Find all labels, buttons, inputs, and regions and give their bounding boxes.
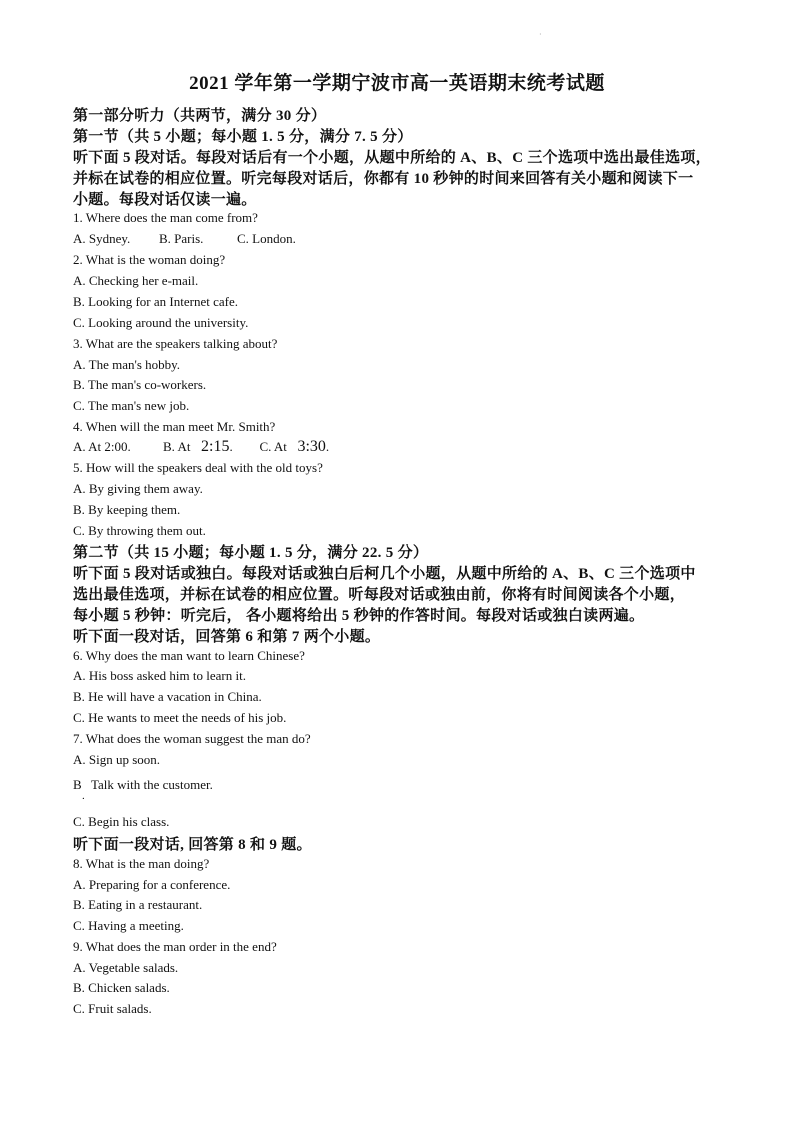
option-a: A. Preparing for a conference.: [73, 877, 231, 892]
question-4-options: [73, 438, 329, 456]
part1-heading: 第一部分听力（共两节，满分 30 分）: [73, 108, 327, 124]
dialogue-intro-8-9: 听下面一段对话, 回答第 8 和 9 题。: [73, 837, 312, 853]
option-b: [73, 777, 213, 793]
option-a: A. Vegetable salads.: [73, 960, 179, 975]
section1-heading: 第一节（共 5 小题；每小题 1. 5 分，满分 7. 5 分）: [73, 129, 413, 145]
question-6: 6. Why does the man want to learn Chinese?: [73, 648, 305, 663]
question-5: 5. How will the speakers deal with the old toys?: [73, 460, 323, 475]
option-c-period: .: [325, 439, 330, 454]
section2-heading: 第二节（共 15 小题；每小题 1. 5 分，满分 22. 5 分）: [73, 545, 429, 561]
question-1: 1. Where does the man come from?: [73, 210, 258, 225]
question-4: 4. When will the man meet Mr. Smith?: [73, 419, 276, 434]
option-b: B. The man's co-workers.: [73, 377, 207, 392]
option-c-time: 3:30: [297, 438, 326, 455]
page-title: 2021 学年第一学期宁波市高一英语期末统考试题: [189, 73, 605, 94]
option-c: C. He wants to meet the needs of his job.: [73, 710, 287, 725]
option-c: C. At: [259, 439, 287, 454]
option-b-dot: .: [82, 790, 85, 802]
question-9: 9. What does the man order in the end?: [73, 939, 277, 954]
option-b: B. He will have a vacation in China.: [73, 689, 262, 704]
option-c: C. The man's new job.: [73, 398, 190, 413]
option-b-letter: B: [73, 777, 82, 792]
question-3: 3. What are the speakers talking about?: [73, 336, 278, 351]
option-b: B. Paris.: [159, 231, 204, 246]
option-b-period: .: [229, 439, 233, 454]
option-a: A. By giving them away.: [73, 481, 203, 496]
option-b-time: 2:15: [201, 438, 230, 455]
corner-mark: ·: [539, 30, 542, 39]
option-b: B. Eating in a restaurant.: [73, 897, 203, 912]
option-a: A. Checking her e-mail.: [73, 273, 199, 288]
section2-instruction-line: 选出最佳选项，并标在试卷的相应位置。听每段对话或独由前，你将有时间阅读各个小题，: [73, 587, 686, 603]
dialogue-intro-6-7: 听下面一段对话，回答第 6 和第 7 两个小题。: [73, 629, 381, 645]
section2-instruction-line: 每小题 5 秒钟：听完后， 各小题将给出 5 秒钟的作答时间。每段对话或独白读两遍。: [73, 608, 645, 624]
option-b: B. At: [163, 439, 191, 454]
option-c: C. Having a meeting.: [73, 918, 184, 933]
section2-instruction-line: 听下面 5 段对话或独白。每段对话或独白后柯几个小题，从题中所给的 A、B、C 三个选项中: [73, 566, 696, 582]
option-a: A. At 2:00.: [73, 439, 131, 454]
option-c: C. By throwing them out.: [73, 523, 206, 538]
option-a: A. Sign up soon.: [73, 752, 161, 767]
option-b-text: Talk with the customer.: [91, 777, 213, 792]
option-b: B. By keeping them.: [73, 502, 181, 517]
option-a: A. His boss asked him to learn it.: [73, 668, 246, 683]
question-1-options: [73, 231, 296, 247]
option-c: C. Fruit salads.: [73, 1001, 152, 1016]
option-c: C. London.: [237, 231, 296, 246]
option-a: A. The man's hobby.: [73, 357, 181, 372]
section1-instruction-line: 小题。每段对话仅读一遍。: [73, 192, 257, 208]
option-b: B. Chicken salads.: [73, 980, 170, 995]
section1-instruction-line: 并标在试卷的相应位置。听完每段对话后，你都有 10 秒钟的时间来回答有关小题和阅读下一: [73, 171, 694, 187]
question-7: 7. What does the woman suggest the man do?: [73, 731, 311, 746]
question-2: 2. What is the woman doing?: [73, 252, 226, 267]
question-8: 8. What is the man doing?: [73, 856, 210, 871]
option-c: C. Begin his class.: [73, 814, 170, 829]
option-a: A. Sydney.: [73, 231, 131, 246]
option-b: B. Looking for an Internet cafe.: [73, 294, 238, 309]
section1-instruction-line: 听下面 5 段对话。每段对话后有一个小题，从题中所给的 A、B、C 三个选项中选出最佳选项，: [73, 150, 711, 166]
option-c: C. Looking around the university.: [73, 315, 249, 330]
